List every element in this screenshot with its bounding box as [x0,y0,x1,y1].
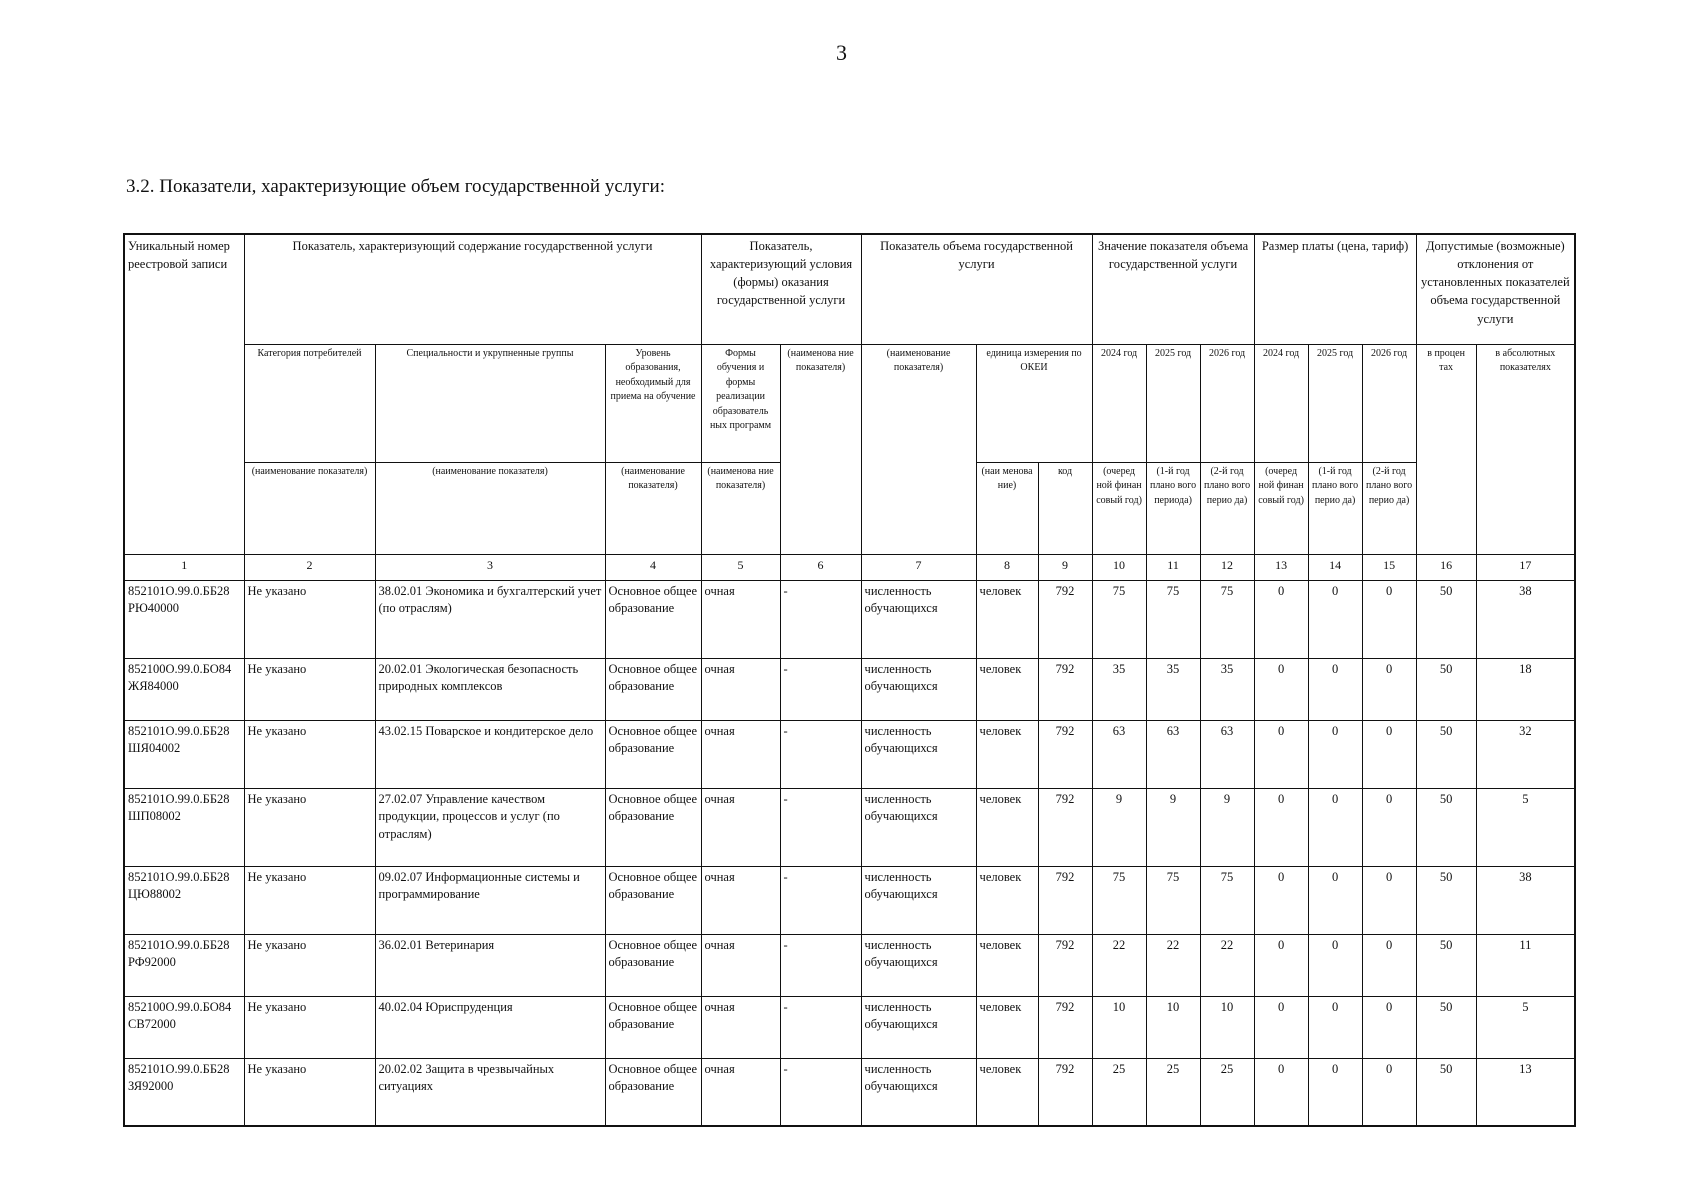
education-level-cell: Основное общее образование [605,788,701,866]
value-2026-cell: 25 [1200,1058,1254,1126]
header-fee-2026: 2026 год [1362,344,1416,462]
deviation-absolute-cell: 32 [1476,720,1575,788]
col6-cell: - [780,580,861,658]
study-form-cell: очная [701,720,780,788]
value-2026-cell: 9 [1200,788,1254,866]
deviation-percent-cell: 50 [1416,1058,1476,1126]
table-row [124,934,1575,996]
value-2025-cell: 9 [1146,788,1200,866]
indicator-name-cell: численность обучающихся [861,866,976,934]
subheader-fee-current-year: (очеред ной финан совый год) [1254,462,1308,554]
deviation-percent-cell: 50 [1416,580,1476,658]
deviation-absolute-cell: 18 [1476,658,1575,720]
indicator-name-cell: численность обучающихся [861,788,976,866]
header-content-indicator: Показатель, характеризующий содержание государственной услуги [244,234,701,344]
unit-name-cell: человек [976,866,1038,934]
registry-number-cell: 852101О.99.0.ББ28 РФ92000 [124,934,244,996]
column-number: 16 [1416,554,1476,580]
study-form-cell: очная [701,996,780,1058]
unit-name-cell: человек [976,1058,1038,1126]
specialty-cell: 36.02.01 Ветеринария [375,934,605,996]
deviation-percent-cell: 50 [1416,658,1476,720]
unit-name-cell: человек [976,934,1038,996]
indicator-name-cell: численность обучающихся [861,1058,976,1126]
specialty-cell: 20.02.01 Экологическая безопасность природных комплексов [375,658,605,720]
consumer-category-cell: Не указано [244,580,375,658]
deviation-percent-cell: 50 [1416,788,1476,866]
fee-2024-cell: 0 [1254,866,1308,934]
column-number: 10 [1092,554,1146,580]
fee-2026-cell: 0 [1362,866,1416,934]
study-form-cell: очная [701,866,780,934]
subheader-col4: (наименование показателя) [605,462,701,554]
header-year-2025: 2025 год [1146,344,1200,462]
education-level-cell: Основное общее образование [605,720,701,788]
subheader-col5: (наименова ние показателя) [701,462,780,554]
header-volume-value: Значение показателя объема государственной услуги [1092,234,1254,344]
value-2025-cell: 75 [1146,866,1200,934]
col6-cell: - [780,934,861,996]
education-level-cell: Основное общее образование [605,934,701,996]
consumer-category-cell: Не указано [244,788,375,866]
header-registry-number: Уникальный номер реестровой записи [124,234,244,554]
study-form-cell: очная [701,788,780,866]
registry-number-cell: 852101О.99.0.ББ28 РЮ40000 [124,580,244,658]
specialty-cell: 38.02.01 Экономика и бухгалтерский учет (по отраслям) [375,580,605,658]
unit-name-cell: человек [976,658,1038,720]
fee-2026-cell: 0 [1362,580,1416,658]
subheader-first-year: (1-й год плано вого периода) [1146,462,1200,554]
value-2026-cell: 10 [1200,996,1254,1058]
column-number: 7 [861,554,976,580]
header-education-level: Уровень образования, необходимый для приема на обучение [605,344,701,462]
column-number: 9 [1038,554,1092,580]
registry-number-cell: 852100О.99.0.БО84 ЖЯ84000 [124,658,244,720]
header-specialties: Специальности и укрупненные группы [375,344,605,462]
table-row [124,788,1575,866]
deviation-percent-cell: 50 [1416,720,1476,788]
value-2025-cell: 35 [1146,658,1200,720]
deviation-percent-cell: 50 [1416,866,1476,934]
subheader-fee-first-year: (1-й год плано вого перио да) [1308,462,1362,554]
deviation-absolute-cell: 38 [1476,866,1575,934]
subheader-col2: (наименование показателя) [244,462,375,554]
okei-code-cell: 792 [1038,866,1092,934]
value-2025-cell: 75 [1146,580,1200,658]
indicator-name-cell: численность обучающихся [861,996,976,1058]
column-number: 2 [244,554,375,580]
section-title: 3.2. Показатели, характеризующие объем государственной услуги: [126,176,666,197]
registry-number-cell: 852100О.99.0.БО84 СВ72000 [124,996,244,1058]
column-number: 6 [780,554,861,580]
col6-cell: - [780,996,861,1058]
fee-2024-cell: 0 [1254,1058,1308,1126]
column-number: 12 [1200,554,1254,580]
page-number: 3 [836,40,847,65]
subheader-code: код [1038,462,1092,554]
column-number: 15 [1362,554,1416,580]
column-number: 1 [124,554,244,580]
value-2024-cell: 22 [1092,934,1146,996]
unit-name-cell: человек [976,788,1038,866]
header-unit-okei: единица измерения по ОКЕИ [976,344,1092,462]
education-level-cell: Основное общее образование [605,1058,701,1126]
consumer-category-cell: Не указано [244,996,375,1058]
okei-code-cell: 792 [1038,1058,1092,1126]
fee-2024-cell: 0 [1254,720,1308,788]
education-level-cell: Основное общее образование [605,580,701,658]
registry-number-cell: 852101О.99.0.ББ28 ЗЯ92000 [124,1058,244,1126]
header-row-1 [124,234,1575,344]
header-consumer-category: Категория потребителей [244,344,375,462]
col6-cell: - [780,788,861,866]
education-level-cell: Основное общее образование [605,658,701,720]
unit-name-cell: человек [976,580,1038,658]
value-2024-cell: 10 [1092,996,1146,1058]
fee-2025-cell: 0 [1308,996,1362,1058]
header-volume-indicator: Показатель объема государственной услуги [861,234,1092,344]
value-2026-cell: 63 [1200,720,1254,788]
value-2026-cell: 22 [1200,934,1254,996]
value-2024-cell: 75 [1092,866,1146,934]
fee-2025-cell: 0 [1308,658,1362,720]
consumer-category-cell: Не указано [244,1058,375,1126]
header-in-absolute: в абсолютных показателях [1476,344,1575,554]
consumer-category-cell: Не указано [244,720,375,788]
okei-code-cell: 792 [1038,788,1092,866]
okei-code-cell: 792 [1038,996,1092,1058]
header-year-2026: 2026 год [1200,344,1254,462]
deviation-absolute-cell: 13 [1476,1058,1575,1126]
header-col7-name: (наименование показателя) [861,344,976,554]
value-2024-cell: 75 [1092,580,1146,658]
column-number: 8 [976,554,1038,580]
header-fee-2025: 2025 год [1308,344,1362,462]
fee-2025-cell: 0 [1308,1058,1362,1126]
fee-2026-cell: 0 [1362,788,1416,866]
fee-2026-cell: 0 [1362,1058,1416,1126]
volume-indicators-table [123,233,1576,1127]
specialty-cell: 27.02.07 Управление качеством продукции, процессов и услуг (по отраслям) [375,788,605,866]
indicator-name-cell: численность обучающихся [861,934,976,996]
column-number: 14 [1308,554,1362,580]
study-form-cell: очная [701,580,780,658]
registry-number-cell: 852101О.99.0.ББ28 ШЯ04002 [124,720,244,788]
header-in-percent: в процен тах [1416,344,1476,554]
column-number: 17 [1476,554,1575,580]
fee-2026-cell: 0 [1362,720,1416,788]
education-level-cell: Основное общее образование [605,866,701,934]
indicator-name-cell: численность обучающихся [861,658,976,720]
registry-number-cell: 852101О.99.0.ББ28 ЦЮ88002 [124,866,244,934]
header-fee: Размер платы (цена, тариф) [1254,234,1416,344]
fee-2025-cell: 0 [1308,788,1362,866]
value-2026-cell: 75 [1200,866,1254,934]
deviation-absolute-cell: 5 [1476,788,1575,866]
fee-2024-cell: 0 [1254,934,1308,996]
table-row [124,720,1575,788]
table-row [124,996,1575,1058]
deviation-absolute-cell: 38 [1476,580,1575,658]
subheader-fee-second-year: (2-й год плано вого перио да) [1362,462,1416,554]
value-2024-cell: 25 [1092,1058,1146,1126]
study-form-cell: очная [701,1058,780,1126]
header-conditions-indicator: Показатель, характеризующий условия (формы) оказания государственной услуги [701,234,861,344]
table-row [124,866,1575,934]
study-form-cell: очная [701,658,780,720]
consumer-category-cell: Не указано [244,866,375,934]
deviation-percent-cell: 50 [1416,934,1476,996]
fee-2025-cell: 0 [1308,720,1362,788]
fee-2026-cell: 0 [1362,658,1416,720]
deviation-absolute-cell: 11 [1476,934,1575,996]
table-row [124,580,1575,658]
indicator-name-cell: численность обучающихся [861,580,976,658]
consumer-category-cell: Не указано [244,658,375,720]
specialty-cell: 43.02.15 Поварское и кондитерское дело [375,720,605,788]
okei-code-cell: 792 [1038,658,1092,720]
fee-2024-cell: 0 [1254,580,1308,658]
col6-cell: - [780,720,861,788]
indicator-name-cell: численность обучающихся [861,720,976,788]
header-forms-training: Формы обучения и формы реализации образователь ных программ [701,344,780,462]
value-2025-cell: 25 [1146,1058,1200,1126]
column-number: 3 [375,554,605,580]
table-row [124,1058,1575,1126]
study-form-cell: очная [701,934,780,996]
column-number: 11 [1146,554,1200,580]
subheader-unit-name: (наи менова ние) [976,462,1038,554]
fee-2025-cell: 0 [1308,934,1362,996]
column-number: 4 [605,554,701,580]
col6-cell: - [780,866,861,934]
column-numbers-row [124,554,1575,580]
specialty-cell: 20.02.02 Защита в чрезвычайных ситуациях [375,1058,605,1126]
col6-cell: - [780,1058,861,1126]
specialty-cell: 40.02.04 Юриспруденция [375,996,605,1058]
education-level-cell: Основное общее образование [605,996,701,1058]
unit-name-cell: человек [976,996,1038,1058]
consumer-category-cell: Не указано [244,934,375,996]
value-2026-cell: 35 [1200,658,1254,720]
fee-2025-cell: 0 [1308,580,1362,658]
header-col6-name: (наименова ние показателя) [780,344,861,554]
unit-name-cell: человек [976,720,1038,788]
fee-2026-cell: 0 [1362,996,1416,1058]
fee-2024-cell: 0 [1254,658,1308,720]
okei-code-cell: 792 [1038,580,1092,658]
fee-2025-cell: 0 [1308,866,1362,934]
value-2025-cell: 22 [1146,934,1200,996]
specialty-cell: 09.02.07 Информационные системы и программирование [375,866,605,934]
header-deviations: Допустимые (возможные) отклонения от установленных показателей объема государственной услуги [1416,234,1575,344]
okei-code-cell: 792 [1038,934,1092,996]
column-number: 13 [1254,554,1308,580]
deviation-percent-cell: 50 [1416,996,1476,1058]
value-2024-cell: 35 [1092,658,1146,720]
value-2024-cell: 9 [1092,788,1146,866]
subheader-col3: (наименование показателя) [375,462,605,554]
okei-code-cell: 792 [1038,720,1092,788]
fee-2026-cell: 0 [1362,934,1416,996]
value-2025-cell: 10 [1146,996,1200,1058]
column-number: 5 [701,554,780,580]
subheader-current-year: (очеред ной финан совый год) [1092,462,1146,554]
registry-number-cell: 852101О.99.0.ББ28 ШП08002 [124,788,244,866]
col6-cell: - [780,658,861,720]
deviation-absolute-cell: 5 [1476,996,1575,1058]
value-2025-cell: 63 [1146,720,1200,788]
value-2024-cell: 63 [1092,720,1146,788]
fee-2024-cell: 0 [1254,996,1308,1058]
header-fee-2024: 2024 год [1254,344,1308,462]
subheader-second-year: (2-й год плано вого перио да) [1200,462,1254,554]
header-year-2024: 2024 год [1092,344,1146,462]
value-2026-cell: 75 [1200,580,1254,658]
header-row-2 [124,344,1575,462]
table-row [124,658,1575,720]
fee-2024-cell: 0 [1254,788,1308,866]
